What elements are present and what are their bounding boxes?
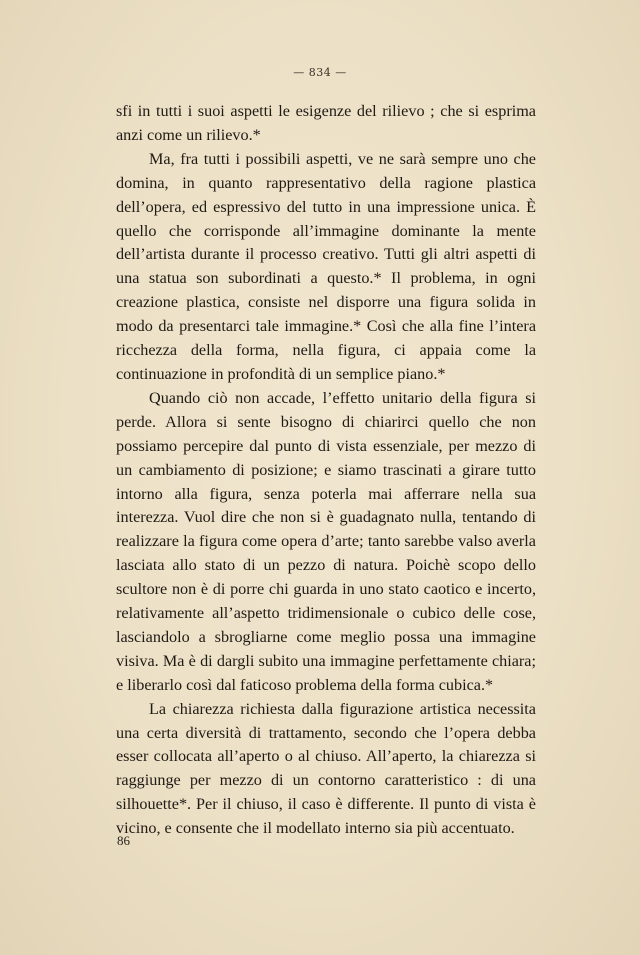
paragraph-3: Quando ciò non accade, l’effetto unitario della figura si perde. Allora si sente bisogno di chiarirci quello che non possiamo percepire dal punto di vista essenziale, per mezzo di un cambiamento di posizione; e siamo trascinati a girare tutto intorno alla figura, senza poterla mai afferrare nella sua interezza. Vuol dire che non si è guadagnato nulla, tentando di realizzare la figura come opera d’arte; tanto sarebbe valso averla lasciata allo stato di un pezzo di natura. Poichè scopo dello scultore non è di porre chi guarda in uno stato caotico e incerto, relativamente all’aspetto tridimensionale o cubico delle cose, lasciandolo a sbrogliarne come meglio possa una immagine visiva. Ma è di dargli subito una immagine perfettamente chiara; e liberarlo così dal faticoso problema della forma cubica.* bbox=[116, 388, 536, 694]
body-text bbox=[116, 100, 536, 841]
paragraph-4: La chiarezza richiesta dalla figurazione artistica necessita una certa diversità di trattamento, secondo che l’opera debba esser collocata all’aperto o al chiuso. All’aperto, la chiarezza si raggiunge per mezzo di un contorno caratteristico : di una silhouette*. Per il chiuso, il caso è differente. Il punto di vista è vicino, e consente che il modellato interno sia più accentuato. bbox=[116, 699, 536, 838]
page-number: — 834 — bbox=[293, 66, 347, 79]
paragraph-2: Ma, fra tutti i possibili aspetti, ve ne sarà sempre uno che domina, in quanto rappresentativo della ragione plastica dell’opera, ed espressivo del tutto in una impressione unica. È quello che corrisponde all’immagine dominante la mente dell’artista durante il processo creativo. Tutti gli altri aspetti di una statua son subordinati a questo.* Il problema, in ogni creazione plastica, consiste nel disporre una figura solida in modo da presentarci tale immagine.* Così che alla fine l’intera ricchezza della forma, nella figura, ci appaia come la continuazione in profondità di un semplice piano.* bbox=[116, 149, 536, 383]
paragraph-1: sfi in tutti i suoi aspetti le esigenze del rilievo ; che si esprima anzi come un rilievo.* bbox=[116, 102, 536, 144]
signature-mark: 86 bbox=[117, 833, 130, 848]
